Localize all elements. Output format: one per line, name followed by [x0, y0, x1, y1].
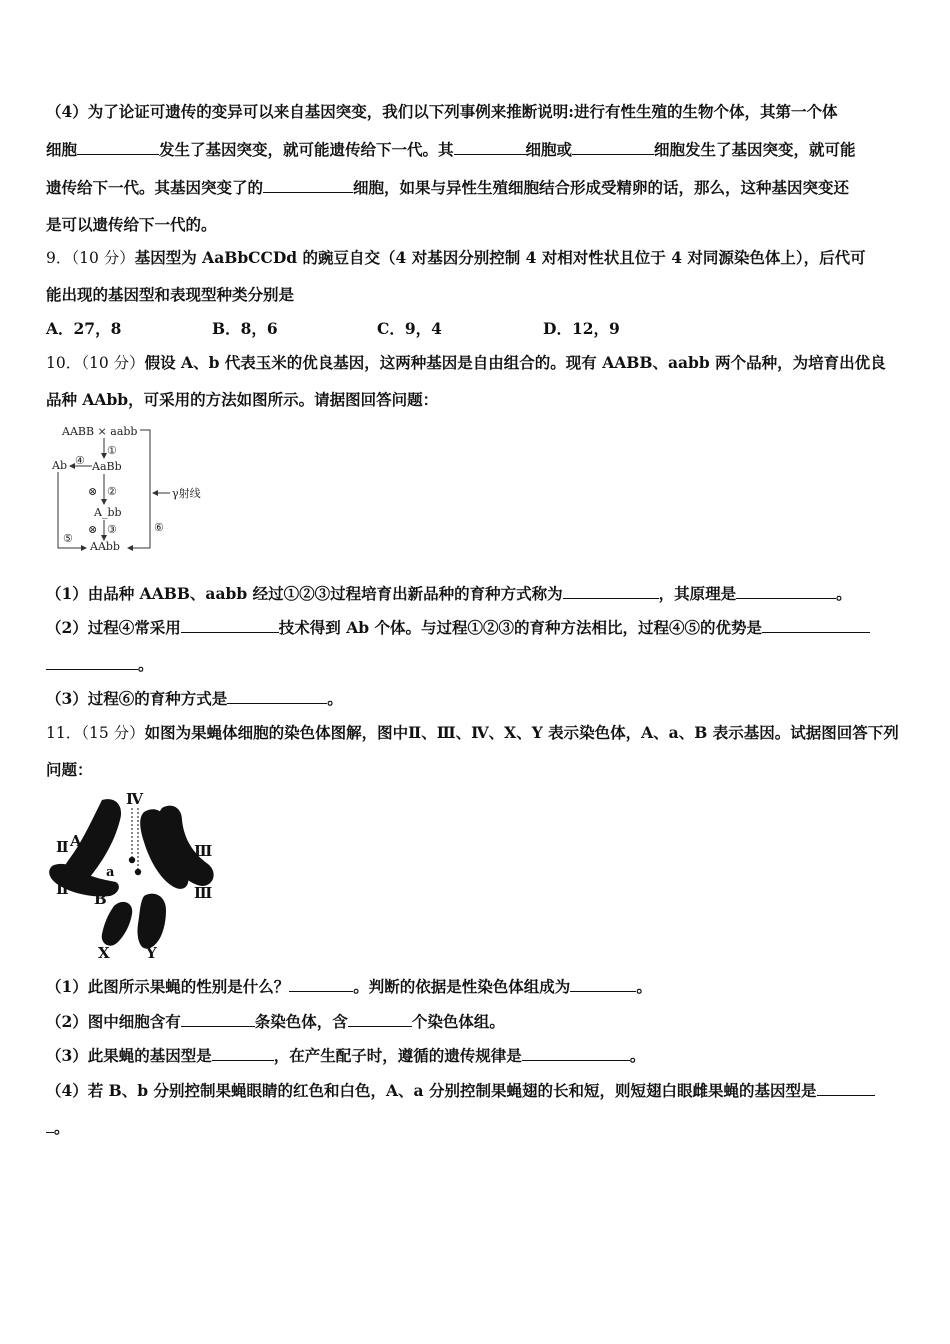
diagram-step-6: ⑥: [154, 521, 164, 534]
chromosome-y: [138, 894, 167, 949]
answer-blank[interactable]: [289, 977, 353, 992]
label-gene-A: A: [70, 832, 82, 850]
answer-blank[interactable]: [181, 1012, 255, 1027]
diagram-self-1: ⊗: [88, 485, 98, 498]
option-b[interactable]: B．8，6: [212, 319, 278, 338]
answer-blank[interactable]: [817, 1081, 875, 1096]
answer-blank[interactable]: [522, 1046, 630, 1061]
answer-blank[interactable]: [263, 178, 353, 193]
answer-blank[interactable]: [212, 1046, 274, 1061]
q8-4-line4: 是可以遗传给下一代的。: [46, 215, 217, 234]
answer-blank[interactable]: [227, 689, 327, 704]
diagram-gamma-ray: γ射线: [172, 487, 201, 500]
answer-blank[interactable]: [563, 584, 659, 599]
option-d[interactable]: D．12，9: [543, 319, 620, 338]
diagram-step-1: ①: [107, 444, 117, 457]
q8-4-line3: 遗传给下一代。其基因突变了的 细胞，如果与异性生殖细胞结合形成受精卵的话，那么，这种基因突变还: [46, 178, 850, 197]
diagram-target: AAbb: [90, 540, 120, 553]
diagram-step-2: ②: [107, 485, 117, 498]
label-ii-upper: Ⅱ: [56, 838, 69, 856]
q8-4-line1: （4）为了论证可遗传的变异可以来自基因突变，我们以下列事例来推断说明:进行有性生殖的生物个体，其第一个体: [46, 102, 838, 121]
diagram-f1: AaBb: [92, 460, 122, 473]
diagram-step-3: ③: [107, 523, 117, 536]
label-iii-upper: Ⅲ: [194, 842, 213, 860]
q10-sub2: （2）过程④常采用 技术得到 Ab 个体。与过程①②③的育种方法相比，过程④⑤的优势是: [46, 618, 906, 638]
diagram-parents: AABB × aabb: [62, 425, 138, 438]
label-x: X: [98, 944, 110, 962]
q10-sub1: （1）由品种 AABB、aabb 经过①②③过程培育出新品种的育种方式称为 ，其原理是 。: [46, 584, 852, 603]
label-iii-lower: Ⅲ: [194, 884, 213, 902]
option-a[interactable]: A．27，8: [46, 319, 122, 338]
option-c[interactable]: C．9，4: [377, 319, 442, 338]
diagram-step-4: ④: [75, 454, 85, 467]
q10-line1: 10．（10 分）假设 A、b 代表玉米的优良基因，这两种基因是自由组合的。现有 AABB、aabb 两个品种，为培育出优良: [46, 353, 886, 372]
fruit-fly-chromosome-figure: [44, 786, 220, 962]
breeding-scheme-diagram: [48, 424, 228, 556]
diagram-mid: A_bb: [94, 506, 122, 519]
answer-blank[interactable]: [762, 618, 870, 633]
answer-blank[interactable]: [570, 977, 636, 992]
label-gene-a: a: [106, 865, 115, 880]
q11-sub4-cont: 。: [46, 1118, 906, 1138]
answer-blank[interactable]: [77, 140, 159, 155]
answer-blank[interactable]: [736, 584, 836, 599]
q11-line1: 11．（15 分）如图为果蝇体细胞的染色体图解，图中Ⅱ、Ⅲ、Ⅳ、X、Y 表示染色体，A、a、B 表示基因。试据图回答下列: [46, 723, 899, 742]
answer-blank[interactable]: [46, 655, 138, 670]
q10-line2: 品种 AAbb，可采用的方法如图所示。请据图回答问题：: [46, 390, 439, 409]
answer-blank[interactable]: [454, 140, 526, 155]
q11-sub2: （2）图中细胞含有 条染色体，含 个染色体组。: [46, 1012, 505, 1031]
q9-line1: 9．（10 分）基因型为 AaBbCCDd 的豌豆自交（4 对基因分别控制 4 对相对性状且位于 4 对同源染色体上），后代可: [46, 248, 866, 267]
q11-sub4: （4）若 B、b 分别控制果蝇眼睛的红色和白色，A、a 分别控制果蝇翅的长和短，则短翅白眼雌果蝇的基因型是: [46, 1081, 906, 1101]
label-gene-B: B: [94, 890, 107, 908]
q9-options: [46, 319, 906, 339]
label-iv: Ⅳ: [126, 790, 144, 808]
label-ii-lower: Ⅱ: [56, 880, 69, 898]
label-y: Y: [146, 944, 157, 962]
q11-sub3: （3）此果蝇的基因型是 ，在产生配子时，遵循的遗传规律是 。: [46, 1046, 646, 1065]
diagram-self-2: ⊗: [88, 523, 98, 536]
q11-line2: 问题：: [46, 760, 93, 779]
answer-blank[interactable]: [46, 1118, 54, 1133]
q10-sub3: （3）过程⑥的育种方式是 。: [46, 689, 343, 708]
diagram-haploid: Ab: [52, 459, 67, 472]
q11-sub1: （1）此图所示果蝇的性别是什么？ 。判断的依据是性染色体组成为 。: [46, 977, 652, 996]
q8-4-line2: 细胞 发生了基因突变，就可能遗传给下一代。其 细胞或 细胞发生了基因突变，就可能: [46, 140, 856, 159]
q10-sub2-cont: 。: [46, 655, 906, 675]
answer-blank[interactable]: [572, 140, 654, 155]
chromosome-x: [102, 902, 132, 946]
q9-line2: 能出现的基因型和表现型种类分别是: [46, 285, 295, 304]
answer-blank[interactable]: [181, 618, 279, 633]
diagram-step-5: ⑤: [63, 532, 73, 545]
answer-blank[interactable]: [348, 1012, 412, 1027]
